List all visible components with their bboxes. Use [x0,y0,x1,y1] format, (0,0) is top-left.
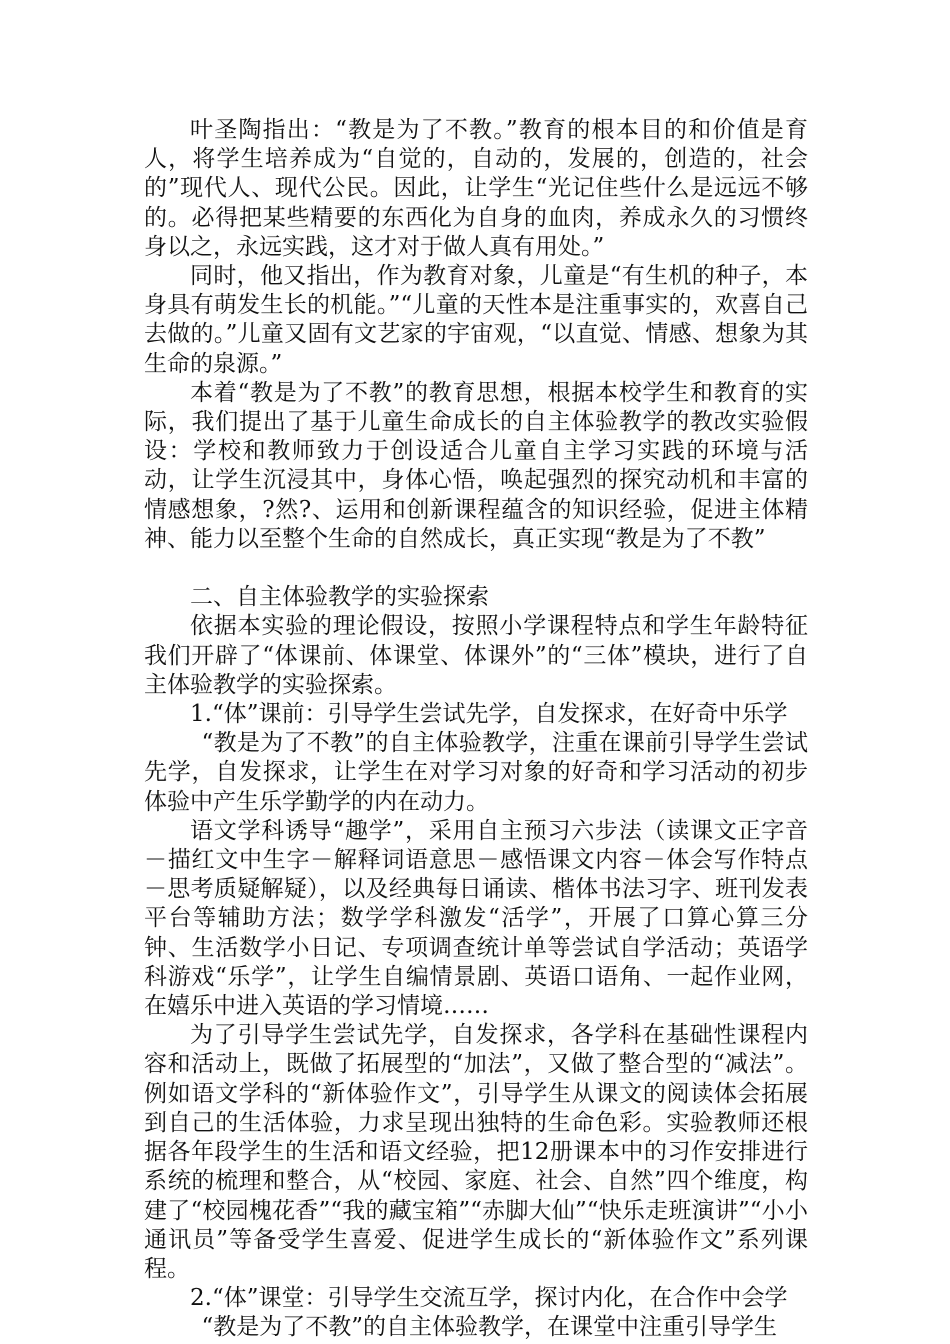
paragraph: 本着“教是为了不教”的教育思想，根据本校学生和教育的实际，我们提出了基于儿童生命成长的自主体验教学的教改实验假设：学校和教师致力于创设适合儿童自主学习实践的环境与活动，让学生沉浸其中，身体心悟，唤起强烈的探究动机和丰富的情感想象，?然?、运用和创新课程蕴含的知识经验，促进主体精神、能力以至整个生命的自然成长，真正实现“教是为了不教” [144,379,808,552]
paragraph: “教是为了不教”的自主体验教学，注重在课前引导学生尝试先学，自发探求，让学生在对学习对象的好奇和学习活动的初步体验中产生乐学勤学的内在动力。 [144,730,808,815]
paragraph: 叶圣陶指出：“教是为了不教。”教育的根本目的和价值是育人，将学生培养成为“自觉的，自动的，发展的，创造的，社会的”现代人、现代公民。因此，让学生“光记住些什么是远远不够的。必得把某些精要的东西化为自身的血肉，养成永久的习惯终身以之，永远实践，这才对于做人真有用处。” [144,117,808,260]
paragraph: 同时，他又指出，作为教育对象，儿童是“有生机的种子，本身具有萌发生长的机能。”“儿童的天性本是注重事实的，欢喜自己去做的。”儿童又固有文艺家的宇宙观，“以直觉、情感、想象为其生命的泉源。” [144,263,808,377]
paragraph: 为了引导学生尝试先学，自发探求，各学科在基础性课程内容和活动上，既做了拓展型的“加法”，又做了整合型的“减法”。例如语文学科的“新体验作文”，引导学生从课文的阅读体会拓展到自己的生活体验，力求呈现出独特的生命色彩。实验教师还根据各年段学生的生活和语文经验，把12册课本中的习作安排进行系统的梳理和整合，从“校园、家庭、社会、自然”四个维度，构建了“校园槐花香”“我的藏宝箱”“赤脚大仙”“快乐走班演讲”“小小通讯员”等备受学生喜爱、促进学生成长的“新体验作文”系列课程。 [144,1022,808,1282]
document-page [144,116,808,1343]
paragraph: 语文学科诱导“趣学”，采用自主预习六步法（读课文正字音－描红文中生字－解释词语意思－感悟课文内容－体会写作特点－思考质疑解疑），以及经典每日诵读、楷体书法习字、班刊发表平台等辅助方法；数学学科激发“活学”，开展了口算心算三分钟、生活数学小日记、专项调查统计单等尝试自学活动；英语学科游戏“乐学”，让学生自编情景剧、英语口语角、一起作业网，在嬉乐中进入英语的学习情境…… [144,817,808,1020]
section-heading: 二、自主体验教学的实验探索 [190,584,489,611]
blank-line [144,554,808,583]
paragraph: “教是为了不教”的自主体验教学，在课堂中注重引导学生 [201,1314,778,1341]
paragraph: 依据本实验的理论假设，按照小学课程特点和学生年龄特征我们开辟了“体课前、体课堂、体课外”的“三体”模块，进行了自主体验教学的实验探索。 [144,613,808,698]
subsection-title: 1.“体”课前：引导学生尝试先学，自发探求，在好奇中乐学 [190,701,788,728]
subsection-title: 2.“体”课堂：引导学生交流互学，探讨内化，在合作中会学 [190,1285,788,1312]
